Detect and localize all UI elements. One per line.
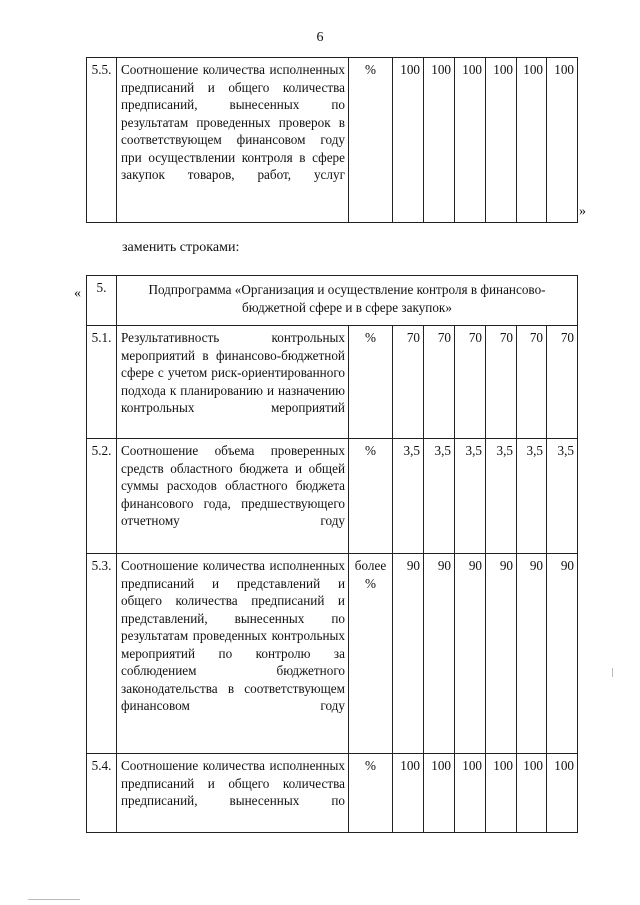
subprogram-title: Подпрограмма «Организация и осуществление контроля в финансово-бюджетной сфере и в сфере закупок» xyxy=(117,276,578,326)
value-cell: 90 xyxy=(547,554,578,754)
value-cell: 100 xyxy=(393,754,424,833)
value-cell: 3,5 xyxy=(547,439,578,554)
value-cell: 3,5 xyxy=(424,439,455,554)
row-number: 5.4. xyxy=(87,754,117,833)
value-cell: 70 xyxy=(393,326,424,439)
value-cell: 90 xyxy=(486,554,517,754)
unit-cell: более % xyxy=(349,554,393,754)
closing-quote: » xyxy=(579,204,586,219)
value-cell: 3,5 xyxy=(517,439,547,554)
table-row xyxy=(87,754,578,833)
indicator-table-old xyxy=(86,57,578,223)
table-row xyxy=(87,439,578,554)
value-cell: 100 xyxy=(486,754,517,833)
value-cell: 90 xyxy=(455,554,486,754)
value-cell: 70 xyxy=(455,326,486,439)
value-cell: 70 xyxy=(424,326,455,439)
table-row xyxy=(87,58,578,223)
page-number: 6 xyxy=(316,30,324,45)
indicator-text: Соотношение количества исполненных предписаний и представлений и общего количества предписаний и представлений, вынесенных по результатам проведенных контрольных мероприятий по контролю за соблюдением бюджетного законодательства в соответствующем финансовом году xyxy=(117,554,349,754)
value-cell: 70 xyxy=(547,326,578,439)
table-row xyxy=(87,326,578,439)
value-cell: 100 xyxy=(517,754,547,833)
unit-cell: % xyxy=(349,439,393,554)
value-cell: 90 xyxy=(517,554,547,754)
row-number: 5.3. xyxy=(87,554,117,754)
row-number: 5. xyxy=(87,276,117,326)
value-cell: 100 xyxy=(486,58,517,223)
row-number: 5.2. xyxy=(87,439,117,554)
unit-cell: % xyxy=(349,326,393,439)
opening-quote: « xyxy=(74,286,81,301)
indicator-text: Соотношение количества исполненных предписаний и общего количества предписаний, вынесенных по xyxy=(117,754,349,833)
indicator-text: Соотношение количества исполненных предписаний и общего количества предписаний, вынесенных по результатам проведенных проверок в соответствующем финансовом году при осуществлении контроля в сфере закупок товаров, работ, услуг xyxy=(117,58,349,223)
value-cell: 100 xyxy=(547,58,578,223)
value-cell: 3,5 xyxy=(393,439,424,554)
indicator-table-new xyxy=(86,275,578,833)
value-cell: 100 xyxy=(455,754,486,833)
replace-instruction: заменить строками: xyxy=(122,240,240,255)
scan-artifact xyxy=(612,668,613,677)
value-cell: 100 xyxy=(455,58,486,223)
value-cell: 90 xyxy=(393,554,424,754)
value-cell: 90 xyxy=(424,554,455,754)
value-cell: 3,5 xyxy=(486,439,517,554)
scan-artifact xyxy=(28,899,80,900)
value-cell: 100 xyxy=(517,58,547,223)
subprogram-header-row xyxy=(87,276,578,326)
value-cell: 100 xyxy=(393,58,424,223)
value-cell: 70 xyxy=(486,326,517,439)
row-number: 5.1. xyxy=(87,326,117,439)
value-cell: 100 xyxy=(547,754,578,833)
value-cell: 100 xyxy=(424,58,455,223)
row-number: 5.5. xyxy=(87,58,117,223)
value-cell: 70 xyxy=(517,326,547,439)
unit-cell: % xyxy=(349,58,393,223)
table-row xyxy=(87,554,578,754)
value-cell: 3,5 xyxy=(455,439,486,554)
indicator-text: Соотношение объема проверенных средств областного бюджета и общей суммы расходов областного бюджета финансового года, предшествующего отчетному году xyxy=(117,439,349,554)
indicator-text: Результативность контрольных мероприятий в финансово-бюджетной сфере с учетом риск-ориентированного подхода к планированию и назначению контрольных мероприятий xyxy=(117,326,349,439)
value-cell: 100 xyxy=(424,754,455,833)
unit-cell: % xyxy=(349,754,393,833)
